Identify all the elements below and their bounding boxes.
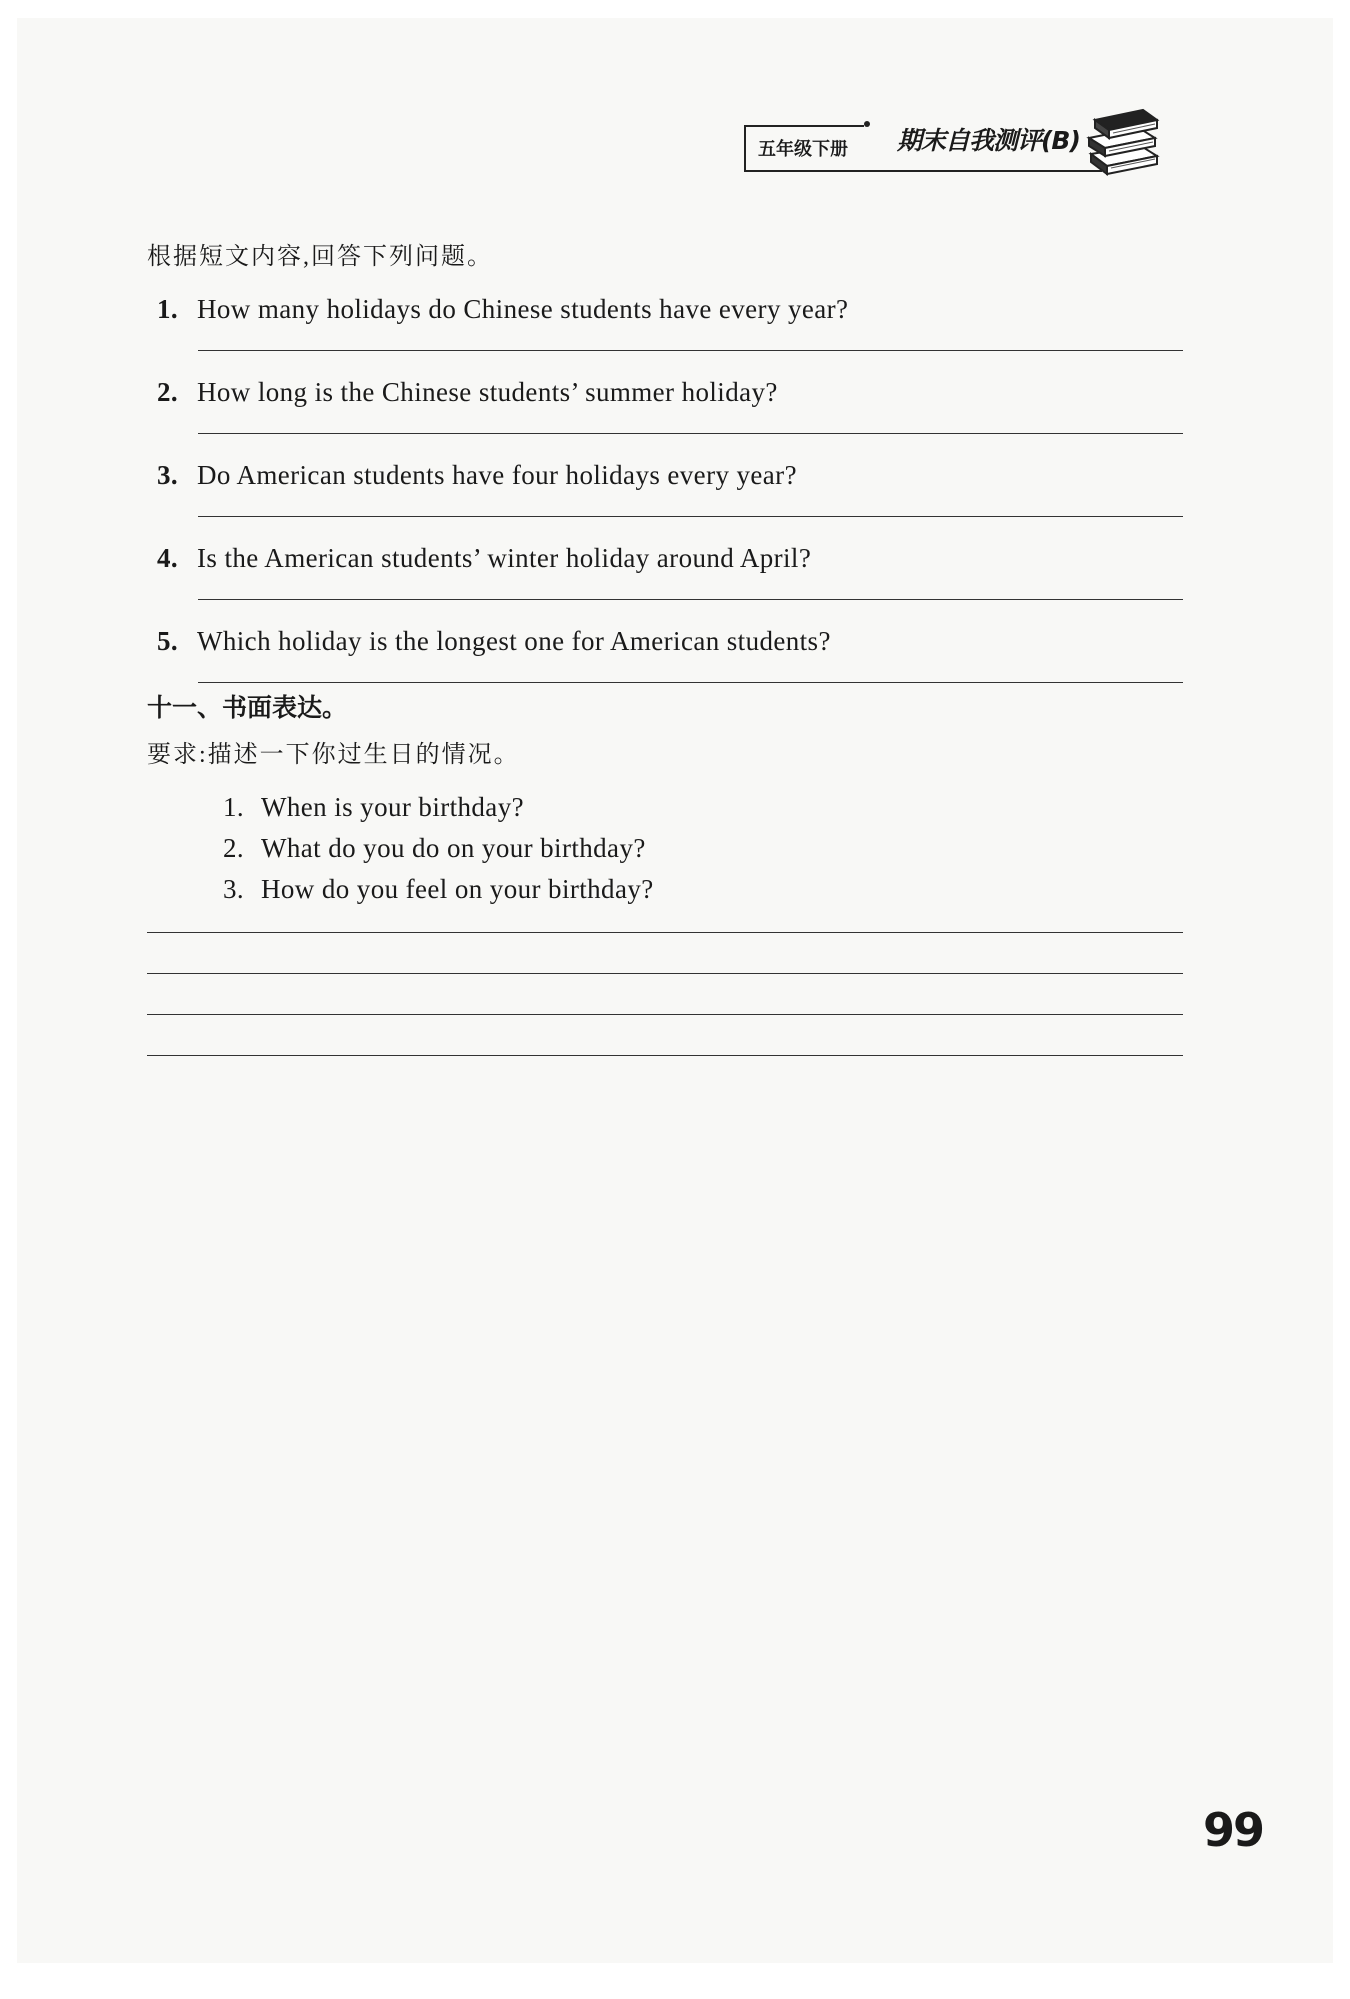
writing-prompt-2 bbox=[223, 833, 646, 864]
grade-label: 五年级下册 bbox=[744, 125, 864, 171]
section-heading-writing: 十一、书面表达。 bbox=[147, 693, 348, 722]
question-4 bbox=[157, 543, 811, 574]
question-3 bbox=[157, 460, 797, 491]
prompt-number: 2. bbox=[223, 833, 245, 863]
answer-line-3[interactable] bbox=[198, 516, 1183, 517]
question-text: Do American students have four holidays every year? bbox=[197, 460, 797, 490]
worksheet-page bbox=[17, 18, 1333, 1963]
question-number: 2. bbox=[157, 377, 179, 407]
answer-line-2[interactable] bbox=[198, 433, 1183, 434]
prompt-text: When is your birthday? bbox=[261, 792, 524, 822]
writing-line-2[interactable] bbox=[147, 973, 1183, 974]
question-number: 1. bbox=[157, 294, 179, 324]
prompt-number: 1. bbox=[223, 792, 245, 822]
question-number: 5. bbox=[157, 626, 179, 656]
answer-line-1[interactable] bbox=[198, 350, 1183, 351]
prompt-text: What do you do on your birthday? bbox=[261, 833, 646, 863]
question-text: How long is the Chinese students’ summer holiday? bbox=[197, 377, 778, 407]
answer-line-4[interactable] bbox=[198, 599, 1183, 600]
page-header bbox=[17, 18, 1333, 218]
header-dot bbox=[864, 121, 870, 127]
header-underline bbox=[744, 170, 1102, 172]
question-1 bbox=[157, 294, 848, 325]
writing-prompt-3 bbox=[223, 874, 654, 905]
question-text: Is the American students’ winter holiday around April? bbox=[197, 543, 812, 573]
writing-requirement: 要求:描述一下你过生日的情况。 bbox=[147, 742, 520, 768]
reading-instruction: 根据短文内容,回答下列问题。 bbox=[147, 244, 493, 270]
writing-line-4[interactable] bbox=[147, 1055, 1183, 1056]
prompt-text: How do you feel on your birthday? bbox=[261, 874, 654, 904]
page-number: 99 bbox=[1203, 1803, 1264, 1857]
prompt-number: 3. bbox=[223, 874, 245, 904]
writing-prompt-1 bbox=[223, 792, 524, 823]
books-icon bbox=[1081, 104, 1161, 178]
writing-line-3[interactable] bbox=[147, 1014, 1183, 1015]
question-number: 3. bbox=[157, 460, 179, 490]
writing-line-1[interactable] bbox=[147, 932, 1183, 933]
question-5 bbox=[157, 626, 831, 657]
question-number: 4. bbox=[157, 543, 179, 573]
exam-title: 期末自我测评(B) bbox=[897, 126, 1080, 155]
answer-line-5[interactable] bbox=[198, 682, 1183, 683]
question-text: Which holiday is the longest one for American students? bbox=[197, 626, 831, 656]
question-text: How many holidays do Chinese students have every year? bbox=[197, 294, 849, 324]
question-2 bbox=[157, 377, 778, 408]
